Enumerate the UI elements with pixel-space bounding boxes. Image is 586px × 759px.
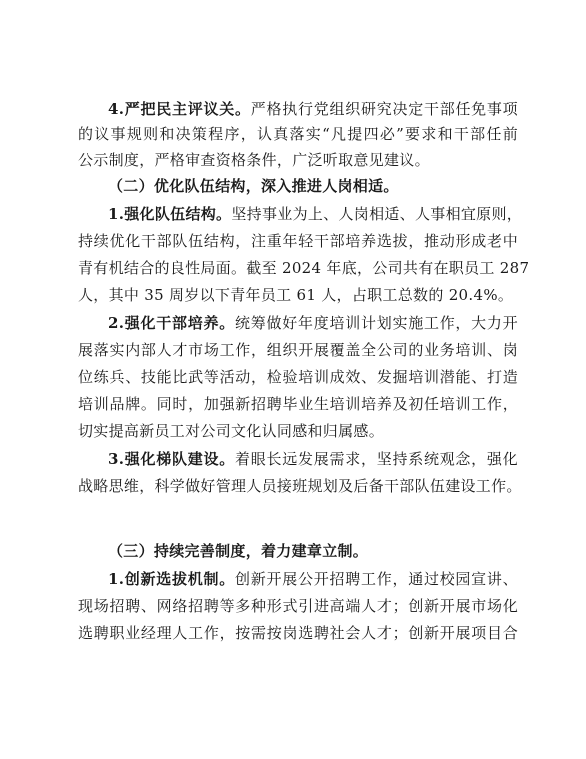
paragraph-lead: 1.强化队伍结构。 xyxy=(108,205,232,223)
paragraph-line: 位练兵、技能比武等活动，检验培训成效、发掘培训潜能、打造 xyxy=(78,368,518,386)
paragraph-line: 切实提高新员工对公司文化认同感和归属感。 xyxy=(78,422,385,440)
paragraph-lead: 3.强化梯队建设。 xyxy=(108,450,235,468)
paragraph-lead: 2.强化干部培养。 xyxy=(108,314,235,332)
paragraph-line: 培训品牌。同时，加强新招聘毕业生培训培养及初任培训工作， xyxy=(78,395,518,413)
paragraph-line: 现场招聘、网络招聘等多种形式引进高端人才；创新开展市场化 xyxy=(78,597,518,615)
paragraph-lead: 4.严把民主评议关。 xyxy=(108,100,251,118)
paragraph-line: 公示制度，严格审查资格条件，广泛听取意见建议。 xyxy=(78,151,430,169)
paragraph-line: 2.强化干部培养。统筹做好年度培训计划实施工作，大力开 xyxy=(108,314,518,332)
paragraph-line: 选聘职业经理人工作，按需按岗选聘社会人才；创新开展项目合 xyxy=(78,624,518,642)
paragraph-line: 持续优化干部队伍结构，注重年轻干部培养选拔，推动形成老中 xyxy=(78,232,518,250)
paragraph-line: 3.强化梯队建设。着眼长远发展需求，坚持系统观念，强化 xyxy=(108,450,518,468)
paragraph-line: 展落实内部人才市场工作，组织开展覆盖全公司的业务培训、岗 xyxy=(78,341,518,359)
paragraph-line: 人，其中 35 周岁以下青年员工 61 人，占职工总数的 20.4%。 xyxy=(78,286,514,304)
paragraph-line: 青有机结合的良性局面。截至 2024 年底，公司共有在职员工 287 xyxy=(78,259,530,277)
paragraph-line: 战略思维，科学做好管理人员接班规划及后备干部队伍建设工作。 xyxy=(78,477,522,495)
paragraph-line: 的议事规则和决策程序，认真落实“凡提四必”要求和干部任前 xyxy=(78,125,518,143)
paragraph-line: 1.创新选拔机制。创新开展公开招聘工作，通过校园宣讲、 xyxy=(108,570,518,588)
paragraph-lead: 1.创新选拔机制。 xyxy=(108,570,235,588)
section-heading: （二）优化队伍结构，深入推进人岗相适。 xyxy=(108,177,399,195)
paragraph-line: 1.强化队伍结构。坚持事业为上、人岗相适、人事相宜原则， xyxy=(108,205,523,223)
paragraph-line: 4.严把民主评议关。严格执行党组织研究决定干部任免事项 xyxy=(108,100,518,118)
section-heading: （三）持续完善制度，着力建章立制。 xyxy=(108,542,369,560)
